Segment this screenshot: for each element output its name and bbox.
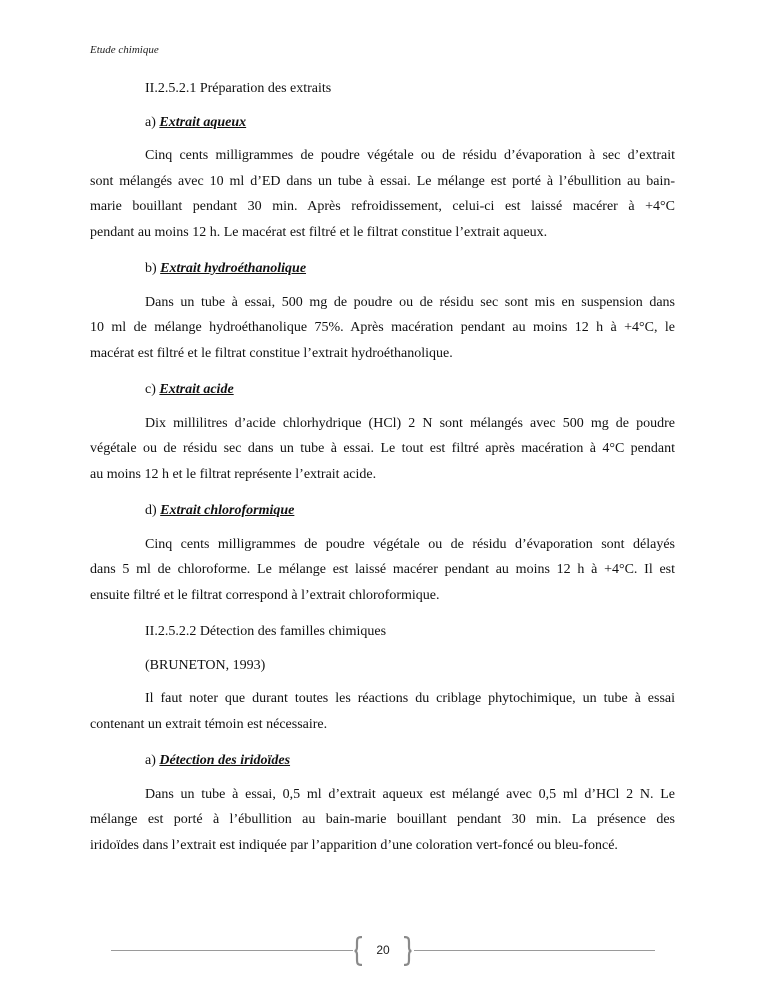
section-reference: (BRUNETON, 1993) [145, 657, 266, 673]
paragraph-extrait-aqueux [90, 143, 675, 245]
subheading-title: Détection des iridoïdes [159, 753, 291, 768]
paragraph-line: iridoïdes dans l’extrait est indiquée par l’apparition d’une coloration vert-foncé ou bleu-foncé. [90, 837, 618, 853]
subheading-title: Extrait aqueux [159, 114, 247, 130]
paragraph-line: macérat est filtré et le filtrat constitue l’extrait hydroéthanolique. [90, 345, 453, 361]
paragraph-line: Cinq cents milligrammes de poudre végétale ou de résidu d’évaporation sont délayés [145, 536, 675, 552]
paragraph-line: mélange est porté à l’ébullition au bain-marie bouillant pendant 30 min. La présence des [90, 812, 675, 827]
subheading-extrait-hydroethanolique [90, 256, 675, 282]
paragraph-line: Il faut noter que durant toutes les réactions du criblage phytochimique, un tube à essai [145, 691, 675, 706]
footer-rule-right [414, 950, 655, 951]
paragraph-note [90, 686, 675, 737]
running-header: Etude chimique [90, 44, 159, 56]
subheading-letter: a) [145, 753, 156, 768]
paragraph-line: Dans un tube à essai, 500 mg de poudre ou de résidu sec sont mis en suspension dans [145, 294, 675, 310]
page-body [90, 76, 675, 858]
paragraph-line: végétale ou de résidu sec dans un tube à essai. Le tout est filtré après macération à 4°C pendant [90, 441, 675, 456]
subheading-letter: a) [145, 114, 156, 130]
paragraph-extrait-hydroethanolique [90, 290, 675, 367]
footer-rule-left [111, 950, 353, 951]
paragraph-line: dans 5 ml de chloroforme. Le mélange est laissé macérer pendant au moins 12 h à +4°C. Il est [90, 562, 675, 577]
paragraph-line: Dans un tube à essai, 0,5 ml d’extrait aqueux est mélangé avec 0,5 ml d’HCl 2 N. Le [145, 786, 675, 802]
paragraph-line: sont mélangés avec 10 ml d’ED dans un tube à essai. Le mélange est porté à l’ébullition au bain- [90, 173, 675, 189]
paragraph-line: au moins 12 h et le filtrat représente l’extrait acide. [90, 466, 377, 482]
paragraph-detection-iridoides [90, 782, 675, 859]
subheading-letter: b) [145, 261, 157, 276]
paragraph-line: contenant un extrait témoin est nécessaire. [90, 716, 328, 732]
paragraph-line: ensuite filtré et le filtrat correspond à l’extrait chloroformique. [90, 587, 440, 603]
subheading-extrait-acide [90, 377, 675, 403]
subheading-extrait-aqueux [90, 110, 675, 136]
subheading-detection-iridoides [90, 748, 675, 774]
paragraph-line: 10 ml de mélange hydroéthanolique 75%. Après macération pendant au moins 12 h à +4°C, le [90, 320, 675, 335]
section-heading-2522: II.2.5.2.2 Détection des familles chimiques [145, 624, 387, 639]
page-number: 20 [376, 943, 390, 957]
subheading-letter: d) [145, 503, 157, 518]
subheading-extrait-chloroformique [90, 498, 675, 524]
subheading-title: Extrait hydroéthanolique [160, 261, 307, 276]
paragraph-line: Cinq cents milligrammes de poudre végétale ou de résidu d’évaporation à sec d’extrait [145, 148, 675, 163]
paragraph-line: pendant au moins 12 h. Le macérat est filtré et le filtrat constitue l’extrait aqueux. [90, 224, 548, 240]
paragraph-extrait-acide [90, 411, 675, 488]
paragraph-line: marie bouillant pendant 30 min. Après refroidissement, celui-ci est laissé macérer à +4°C [90, 199, 675, 214]
subheading-title: Extrait chloroformique [160, 503, 295, 518]
page-number-box [354, 936, 412, 966]
subheading-title: Extrait acide [159, 382, 234, 397]
paragraph-line: Dix millilitres d’acide chlorhydrique (HCl) 2 N sont mélangés avec 500 mg de poudre [145, 415, 675, 431]
section-heading-2521: II.2.5.2.1 Préparation des extraits [145, 81, 332, 96]
subheading-letter: c) [145, 382, 156, 397]
paragraph-extrait-chloroformique [90, 532, 675, 609]
